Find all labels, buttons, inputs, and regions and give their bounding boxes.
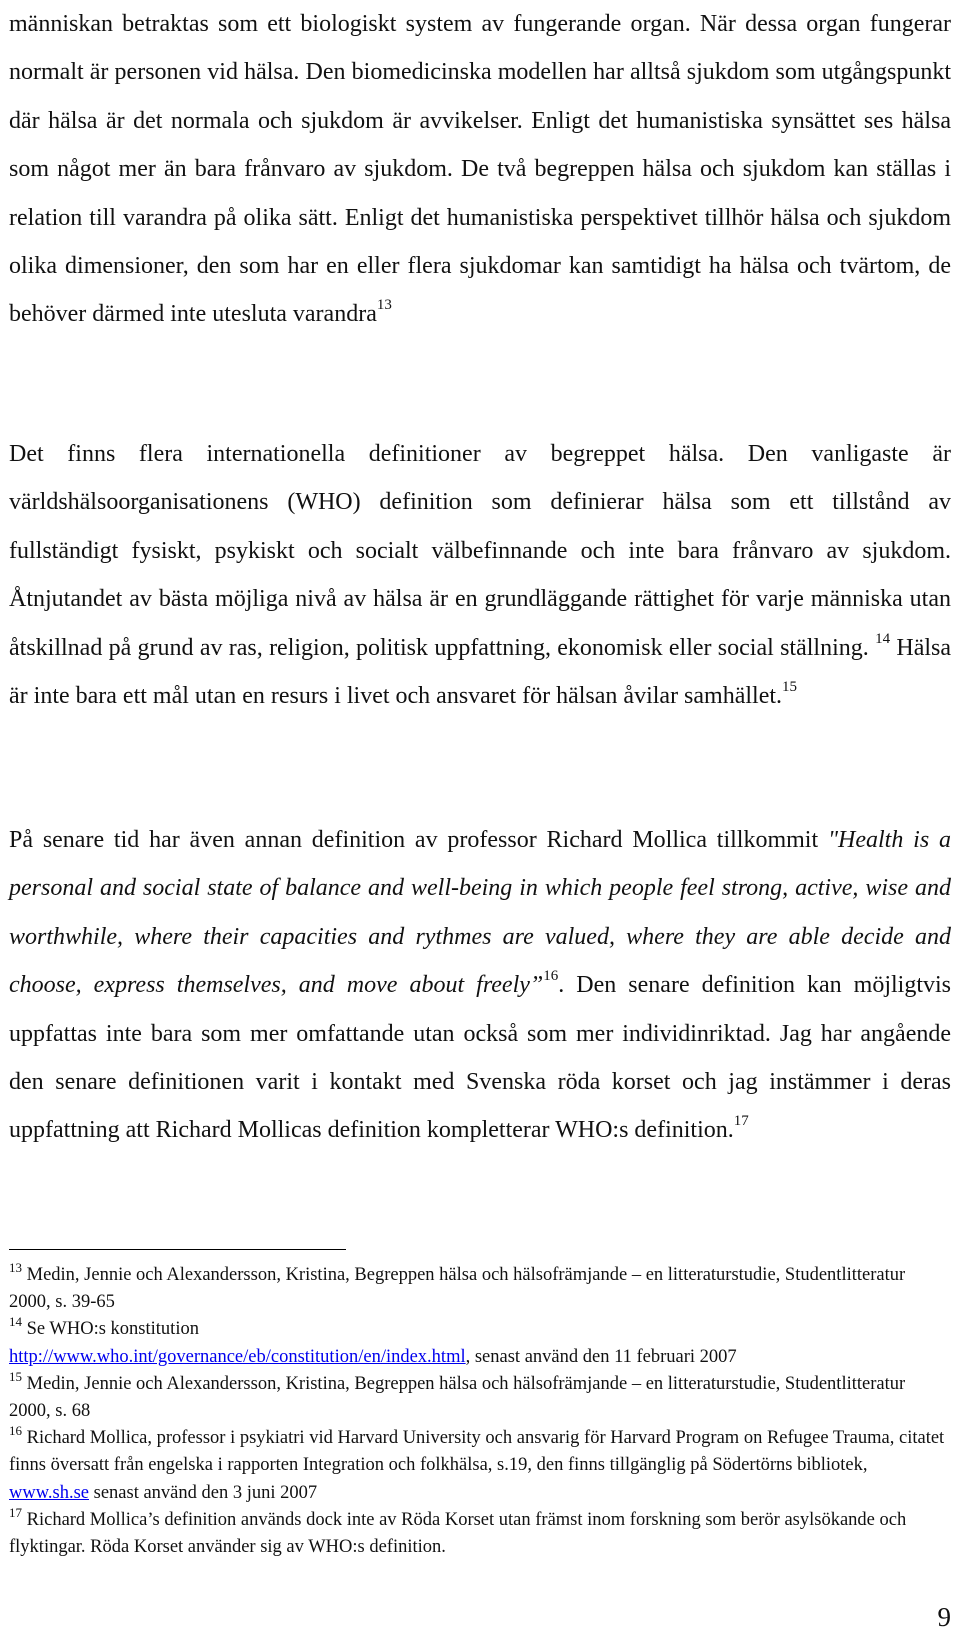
sh-se-link[interactable]: www.sh.se [9,1482,89,1503]
footnote-17: $^{17}$ Richard Mollica’s definition används dock inte av Röda Korset utan främst inom forskning som berör asylsökande och flyktingar. Röda Korset använder sig av WHO:s definition. [9,1504,907,1558]
footnote-ref-15: 15 [782,679,798,696]
footnote-16: $^{16}$ Richard Mollica, professor i psykiatri vid Harvard University och ansvarig för Harvard Program on Refugee Trauma, citatet finns översatt från engelska i rapporten Integration och folkhälsa, s.19, den finns tillgänglig på Södertörns bibliotek, www.sh.se senast använd den 3 juni 2007 [9,1423,945,1503]
footnote-ref-16: 16 [543,968,559,985]
page-number: 9 [937,1602,951,1632]
who-constitution-link[interactable]: http://www.who.int/governance/eb/constitution/en/index.html [9,1346,466,1367]
footnote-separator [9,1249,346,1250]
paragraph-mollica-definition: På senare tid har även annan definition av professor Richard Mollica tillkommit "Health is a personal and social state of balance and well-being in which people feel strong, active, wise and worthwhile, where their capacities and rythmes are valued, where they are able decide and choose, express themselves, and move about freely”$^{16}$. Den senare definition kan möjligtvis uppfattas inte bara som mer omfattande utan också som mer individinriktad. Jag har angående den senare definitionen varit i kontakt med Svenska röda korset och jag instämmer i deras uppfattning att Richard Mollicas definition kompletterar WHO:s definition.$^{17}$ [9,827,951,1144]
footnote-13: $^{13}$ Medin, Jennie och Alexandersson, Kristina, Begreppen hälsa och hälsofrämjande – en litteraturstudie, Studentlitteratur 2000, s. 39-65 [9,1260,906,1313]
paragraph-health-models: människan betraktas som ett biologiskt system av fungerande organ. När dessa organ fungerar normalt är personen vid hälsa. Den biomedicinska modellen har alltså sjukdom som utgångspunkt där hälsa är det normala och sjukdom är avvikelser. Enligt det humanistiska synsättet ses hälsa som något mer än bara frånvaro av sjukdom. De två begreppen hälsa och sjukdom kan ställas i relation till varandra på olika sätt. Enligt det humanistiska perspektivet tillhör hälsa och sjukdom olika dimensioner, den som har en eller flera sjukdomar kan samtidigt ha hälsa och tvärtom, de behöver därmed inte utesluta varandra$^{13}$ [9,11,951,328]
paragraph-who-definition: Det finns flera internationella definitioner av begreppet hälsa. Den vanligaste är världshälsoorganisationens (WHO) definition som definierar hälsa som ett tillstånd av fullständigt fysiskt, psykiskt och socialt välbefinnande och inte bara frånvaro av sjukdom. Åtnjutandet av bästa möjliga nivå av hälsa är en grundläggande rättighet för varje människa utan åtskillnad på grund av ras, religion, politisk uppfattning, ekonomisk eller social ställning. $^{14}$ Hälsa är inte bara ett mål utan en resurs i livet och ansvaret för hälsan åvilar samhället.$^{15}$ [9,441,952,710]
footnote-ref-14: 14 [875,630,891,647]
footnote-14: $^{14}$ Se WHO:s konstitution http://www.who.int/governance/eb/constitution/en/index.html, senast använd den 11 februari 2007 [9,1314,737,1367]
footnote-ref-17: 17 [733,1113,749,1130]
footnotes [9,1262,951,1561]
mollica-quote: "Health is a personal and social state of balance and well-being in which people feel strong, active, wise and worthwhile, where their capacities and rythmes are valued, where they are able decide and choose, express themselves, and move about freely” [9,827,951,999]
footnote-ref-13: 13 [376,297,392,314]
footnote-15: $^{15}$ Medin, Jennie och Alexandersson, Kristina, Begreppen hälsa och hälsofrämjande – en litteraturstudie, Studentlitteratur 2000, s. 68 [9,1368,906,1422]
